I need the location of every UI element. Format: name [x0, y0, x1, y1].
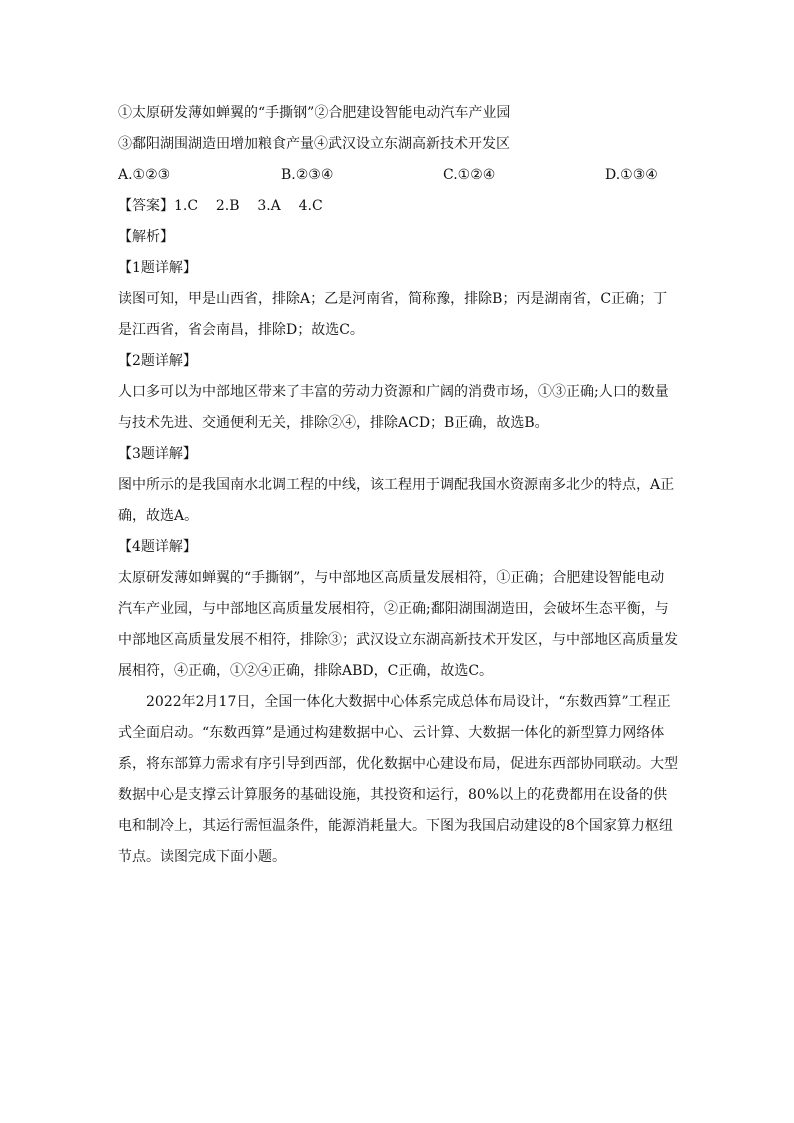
q1-heading: 【1题详解】 — [118, 260, 197, 276]
option-a: A.①②③ — [118, 167, 171, 183]
analysis-heading: 【解析】 — [118, 229, 174, 245]
document-page — [118, 98, 678, 873]
answer-options — [118, 160, 678, 191]
q2-heading: 【2题详解】 — [118, 353, 197, 369]
q3-explanation: 图中所示的是我国南水北调工程的中线，该工程用于调配我国水资源南多北少的特点，A正确，故选A。 — [118, 477, 675, 524]
passage-paragraph: 2022年2月17日，全国一体化大数据中心体系完成总体布局设计，“东数西算”工程正式全面启动。“东数西算”是通过构建数据中心、云计算、大数据一体化的新型算力网络体系，将东部算力需求有序引导到西部，优化数据中心建设布局，促进东西部协同联动。大型数据中心是支撑云计算服务的基础设施，其投资和运行，80%以上的花费都用在设备的供电和制冷上，其运行需恒温条件，能源消耗量大。下图为我国启动建设的8个国家算力枢纽节点。读图完成下面小题。 — [118, 694, 678, 865]
q4-explanation: 太原研发薄如蝉翼的“手撕钢”，与中部地区高质量发展相符，①正确；合肥建设智能电动汽车产业园，与中部地区高质量发展相符，②正确;鄱阳湖围湖造田，会破坏生态平衡，与中部地区高质量发展不相符，排除③；武汉设立东湖高新技术开发区，与中部地区高质量发展相符，④正确，①②④正确，排除ABD，C正确，故选C。 — [118, 570, 678, 679]
choices-line-2: ③鄱阳湖围湖造田增加粮食产量④武汉设立东湖高新技术开发区 — [118, 136, 510, 152]
choices-line-1: ①太原研发薄如蝉翼的“手撕钢”②合肥建设智能电动汽车产业园 — [118, 105, 511, 121]
answer-line: 【答案】1.C 2.B 3.A 4.C — [118, 198, 323, 214]
option-c: C.①②④ — [443, 167, 496, 183]
q1-explanation: 读图可知，甲是山西省，排除A；乙是河南省，简称豫，排除B；丙是湖南省，C正确；丁是江西省，省会南昌，排除D；故选C。 — [118, 291, 668, 338]
q2-explanation: 人口多可以为中部地区带来了丰富的劳动力资源和广阔的消费市场，①③正确;人口的数量与技术先进、交通便利无关，排除②④，排除ACD；B正确，故选B。 — [118, 384, 669, 431]
q4-heading: 【4题详解】 — [118, 539, 197, 555]
q3-heading: 【3题详解】 — [118, 446, 197, 462]
option-b: B.②③④ — [281, 167, 334, 183]
option-d: D.①③④ — [605, 167, 658, 183]
